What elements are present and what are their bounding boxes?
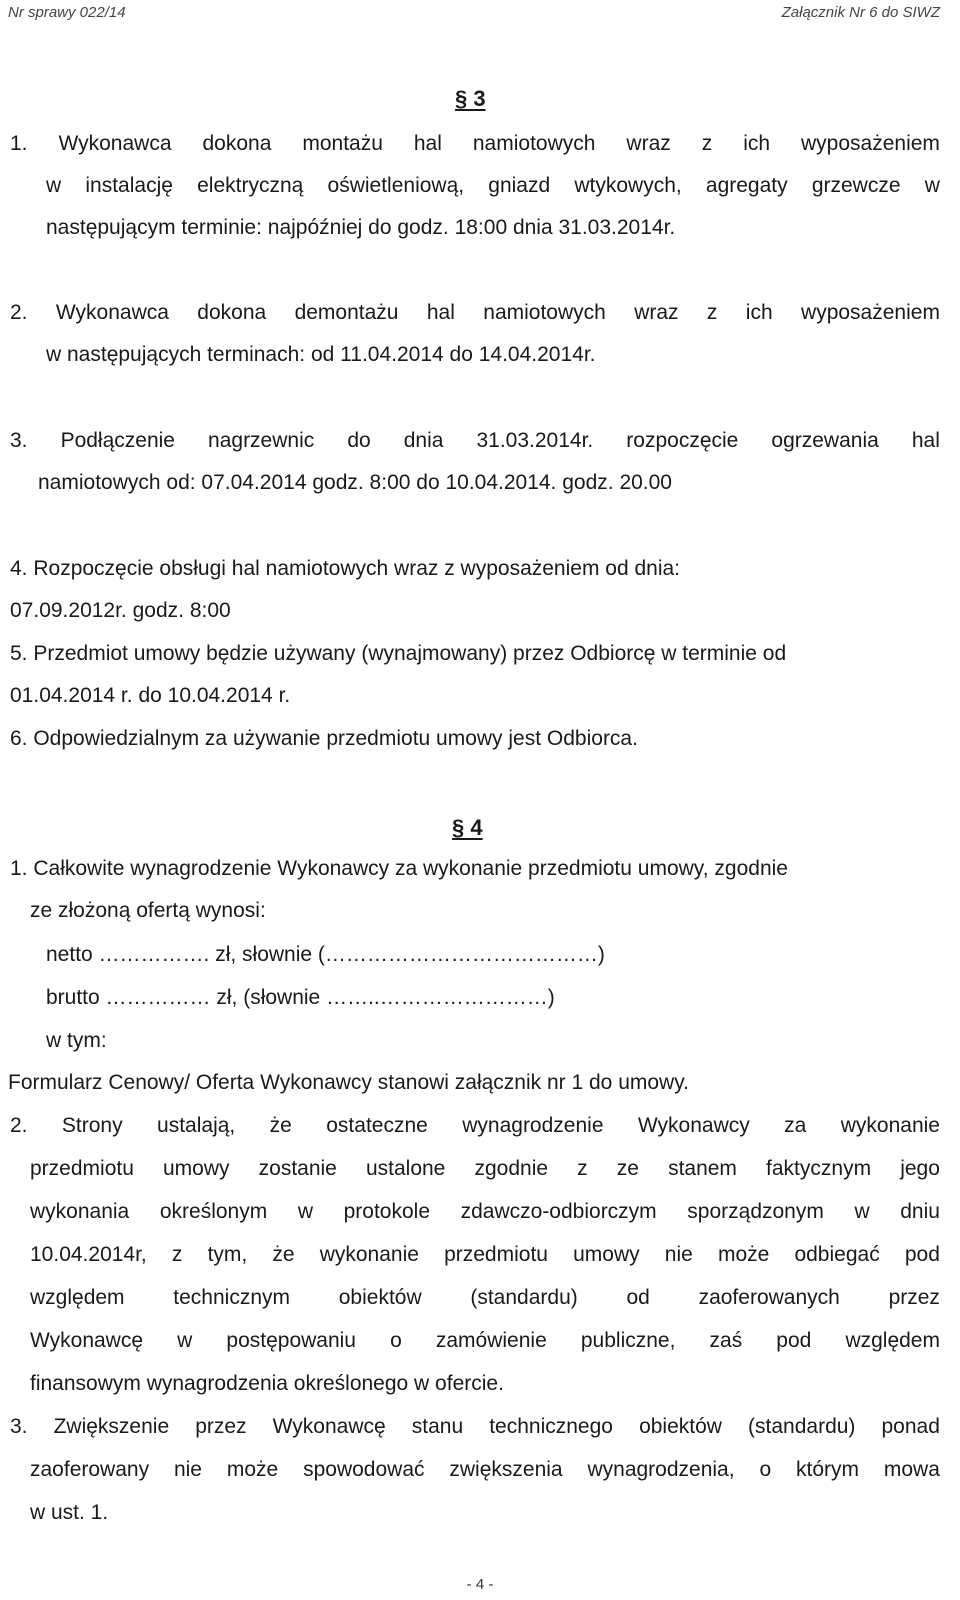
s3-p1-line1 bbox=[10, 131, 940, 157]
word: wynagrodzenia, bbox=[587, 1458, 735, 1481]
word: zgodnie bbox=[474, 1157, 549, 1180]
word: w bbox=[924, 174, 940, 197]
word: ustalone bbox=[365, 1157, 446, 1180]
word: przez bbox=[888, 1286, 940, 1309]
word: za bbox=[784, 1114, 807, 1137]
word: 2. bbox=[10, 1114, 28, 1137]
word: wtykowych, bbox=[574, 174, 682, 197]
word: elektryczną bbox=[197, 174, 304, 197]
s4-p2-line3 bbox=[30, 1199, 940, 1225]
word: że bbox=[272, 1243, 295, 1266]
word: wyposażeniem bbox=[801, 132, 940, 155]
s3-p2-line1 bbox=[10, 300, 940, 326]
word: 3. bbox=[10, 429, 28, 452]
word: o bbox=[390, 1329, 402, 1352]
word: od bbox=[626, 1286, 650, 1309]
word: zaś bbox=[709, 1329, 743, 1352]
word: w bbox=[177, 1329, 193, 1352]
word: zamówienie bbox=[435, 1329, 547, 1352]
s4-p3-line1 bbox=[10, 1414, 940, 1440]
s4-formularz-line: Formularz Cenowy/ Oferta Wykonawcy stanowi załącznik nr 1 do umowy. bbox=[8, 1071, 689, 1094]
word: Wykonawcę bbox=[30, 1329, 144, 1352]
word: protokole bbox=[343, 1200, 430, 1223]
word: wraz bbox=[626, 132, 671, 155]
s3-p3-line1 bbox=[10, 428, 940, 454]
word: zaoferowany bbox=[30, 1458, 150, 1481]
word: z bbox=[171, 1243, 183, 1266]
word: względem bbox=[845, 1329, 940, 1352]
word: zwiększenia bbox=[449, 1458, 563, 1481]
s4-p2-line7: finansowym wynagrodzenia określonego w ofercie. bbox=[30, 1372, 504, 1395]
word: 3. bbox=[10, 1415, 28, 1438]
word: z bbox=[577, 1157, 588, 1180]
word: (standardu) bbox=[748, 1415, 856, 1438]
word: wraz bbox=[634, 301, 679, 324]
word: ponad bbox=[881, 1415, 940, 1438]
word: rozpoczęcie bbox=[626, 429, 739, 452]
word: może bbox=[226, 1458, 279, 1481]
s4-p2-line4 bbox=[30, 1242, 940, 1268]
word: ich bbox=[745, 301, 773, 324]
word: 1. bbox=[10, 132, 28, 155]
word: hal bbox=[413, 132, 442, 155]
word: (standardu) bbox=[470, 1286, 578, 1309]
word: agregaty bbox=[705, 174, 788, 197]
word: zdawczo-odbiorczym bbox=[460, 1200, 657, 1223]
word: zaoferowanych bbox=[698, 1286, 840, 1309]
word: montażu bbox=[302, 132, 383, 155]
case-number: Nr sprawy 022/14 bbox=[8, 4, 126, 21]
s4-wtym-line: w tym: bbox=[46, 1029, 107, 1052]
word: grzewcze bbox=[811, 174, 901, 197]
word: w bbox=[854, 1200, 870, 1223]
word: przedmiotu bbox=[30, 1157, 134, 1180]
word: namiotowych bbox=[472, 132, 596, 155]
word: obiektów bbox=[338, 1286, 422, 1309]
word: Zwiększenie bbox=[53, 1415, 170, 1438]
word: technicznego bbox=[489, 1415, 613, 1438]
word: stanem bbox=[668, 1157, 737, 1180]
s3-p4-line1: 4. Rozpoczęcie obsługi hal namiotowych wraz z wyposażeniem od dnia: bbox=[10, 557, 681, 580]
word: Wykonawca bbox=[55, 301, 169, 324]
s4-brutto-line: brutto …………… zł, (słownie ……..……………………) bbox=[46, 986, 555, 1009]
s4-p2-line5 bbox=[30, 1285, 940, 1311]
word: wykonanie bbox=[840, 1114, 940, 1137]
word: ustalają, bbox=[157, 1114, 236, 1137]
s3-p5-line2: 01.04.2014 r. do 10.04.2014 r. bbox=[10, 684, 291, 707]
word: ogrzewania bbox=[771, 429, 879, 452]
s4-netto-line: netto ……………. zł, słownie (…………………………………) bbox=[46, 943, 605, 966]
word: przez bbox=[195, 1415, 247, 1438]
word: dniu bbox=[900, 1200, 940, 1223]
word: ze bbox=[616, 1157, 639, 1180]
word: wynagrodzenie bbox=[462, 1114, 604, 1137]
s4-p2-line1 bbox=[10, 1113, 940, 1139]
word: względem bbox=[30, 1286, 125, 1309]
word: pod bbox=[904, 1243, 940, 1266]
word: o bbox=[759, 1458, 772, 1481]
word: dnia bbox=[403, 429, 444, 452]
word: zostanie bbox=[258, 1157, 337, 1180]
word: wykonania bbox=[30, 1200, 130, 1223]
s3-p1-line2 bbox=[46, 173, 940, 199]
word: do bbox=[347, 429, 371, 452]
s3-p2-line2: w następujących terminach: od 11.04.2014 do 14.04.2014r. bbox=[46, 343, 596, 366]
s3-p4-line2: 07.09.2012r. godz. 8:00 bbox=[10, 599, 231, 622]
word: dokona bbox=[202, 132, 272, 155]
word: dokona bbox=[197, 301, 267, 324]
word: tym, bbox=[207, 1243, 248, 1266]
word: umowy bbox=[573, 1243, 640, 1266]
s3-p3-line2: namiotowych od: 07.04.2014 godz. 8:00 do 10.04.2014. godz. 20.00 bbox=[38, 471, 672, 494]
s4-p3-line2 bbox=[30, 1457, 940, 1483]
word: mowa bbox=[883, 1458, 940, 1481]
s3-p1-line3: następującym terminie: najpóźniej do godz. 18:00 dnia 31.03.2014r. bbox=[46, 216, 676, 239]
word: określonym bbox=[159, 1200, 268, 1223]
word: 10.04.2014r, bbox=[30, 1243, 147, 1266]
word: gniazd bbox=[488, 174, 551, 197]
s4-p1-line1: 1. Całkowite wynagrodzenie Wykonawcy za wykonanie przedmiotu umowy, zgodnie bbox=[10, 857, 788, 880]
word: odbiegać bbox=[794, 1243, 880, 1266]
section-4-heading: § 4 bbox=[452, 815, 483, 840]
word: namiotowych bbox=[483, 301, 606, 324]
word: postępowaniu bbox=[226, 1329, 356, 1352]
word: którym bbox=[796, 1458, 859, 1481]
word: Wykonawcy bbox=[637, 1114, 750, 1137]
word: 31.03.2014r. bbox=[476, 429, 594, 452]
s3-p6: 6. Odpowiedzialnym za używanie przedmiotu umowy jest Odbiorca. bbox=[10, 727, 638, 750]
word: ich bbox=[743, 132, 771, 155]
word: technicznym bbox=[173, 1286, 290, 1309]
page-number: - 4 - bbox=[466, 1576, 494, 1593]
word: wyposażeniem bbox=[801, 301, 940, 324]
s3-p5-line1: 5. Przedmiot umowy będzie używany (wynajmowany) przez Odbiorcę w terminie od bbox=[10, 642, 787, 665]
word: w bbox=[46, 174, 62, 197]
word: może bbox=[717, 1243, 770, 1266]
word: 2. bbox=[10, 301, 28, 324]
s4-p1-line2: ze złożoną ofertą wynosi: bbox=[30, 899, 266, 922]
section-3-heading: § 3 bbox=[455, 86, 486, 111]
word: Wykonawca bbox=[58, 132, 172, 155]
s4-p3-line3: w ust. 1. bbox=[30, 1501, 109, 1524]
word: oświetleniową, bbox=[327, 174, 465, 197]
word: z bbox=[706, 301, 718, 324]
word: Wykonawcę bbox=[272, 1415, 386, 1438]
word: spowodować bbox=[303, 1458, 425, 1481]
word: sporządzonym bbox=[687, 1200, 824, 1223]
word: pod bbox=[776, 1329, 812, 1352]
word: Strony bbox=[61, 1114, 123, 1137]
page-header bbox=[0, 4, 940, 26]
word: nie bbox=[173, 1458, 202, 1481]
word: że bbox=[269, 1114, 292, 1137]
word: umowy bbox=[163, 1157, 230, 1180]
word: ostateczne bbox=[326, 1114, 428, 1137]
word: wykonanie bbox=[319, 1243, 419, 1266]
word: jego bbox=[900, 1157, 940, 1180]
word: demontażu bbox=[294, 301, 399, 324]
word: hal bbox=[426, 301, 455, 324]
word: z bbox=[701, 132, 713, 155]
s4-p2-line6 bbox=[30, 1328, 940, 1354]
word: stanu bbox=[411, 1415, 464, 1438]
word: w bbox=[297, 1200, 313, 1223]
word: przedmiotu bbox=[444, 1243, 548, 1266]
word: obiektów bbox=[639, 1415, 722, 1438]
word: publiczne, bbox=[580, 1329, 676, 1352]
word: nagrzewnic bbox=[208, 429, 315, 452]
word: faktycznym bbox=[766, 1157, 872, 1180]
annex-label: Załącznik Nr 6 do SIWZ bbox=[781, 4, 940, 21]
word: Podłączenie bbox=[60, 429, 175, 452]
word: hal bbox=[911, 429, 940, 452]
word: nie bbox=[664, 1243, 693, 1266]
word: instalację bbox=[85, 174, 173, 197]
s4-p2-line2 bbox=[30, 1156, 940, 1182]
